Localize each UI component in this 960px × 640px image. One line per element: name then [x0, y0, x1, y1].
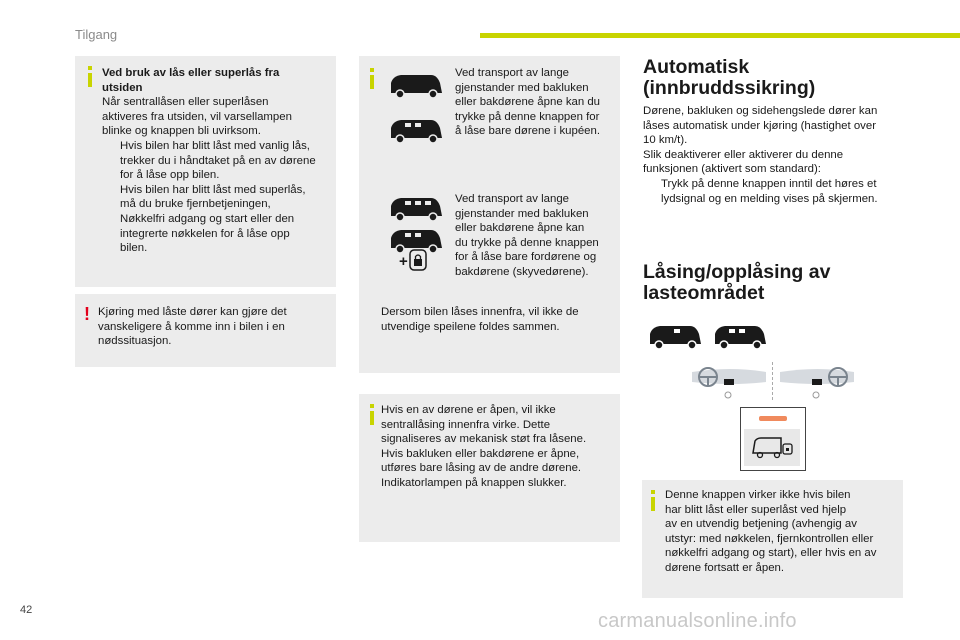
indicator-lamp: [759, 416, 787, 421]
text-line: å låse bare dørene i kupéen.: [455, 125, 601, 138]
section-bar: [480, 33, 960, 38]
warning-panel: [75, 294, 336, 367]
info-title: Ved bruk av lås eller superlås fra: [102, 67, 280, 79]
warning-line: vanskeligere å komme inn i bilen i en: [98, 320, 285, 333]
para-line: Slik deaktiverer eller aktiverer du denne: [643, 148, 844, 161]
info-line: har blitt låst eller superlåst ved hjelp: [665, 503, 847, 516]
lock-icon: [409, 249, 427, 271]
heading-load-area: Låsing/opplåsing av: [643, 261, 831, 283]
info-line: av en utvendig betjening (avhengig av: [665, 518, 857, 531]
van-icon: [387, 116, 445, 146]
steering-wheel-icon: [690, 366, 768, 400]
bullet-normal-lock: Hvis bilen har blitt låst med vanlig lås, trekker du i håndtaket på en av dørene for å låse opp bilen.: [120, 139, 316, 182]
van-lock-icon: [751, 435, 795, 461]
para-line: funksjonen (aktivert som standard):: [643, 163, 821, 176]
heading-automatic-2: (innbruddssikring): [643, 77, 816, 99]
mirror-note: Dersom bilen låses innenfra, vil ikke de: [381, 306, 579, 318]
info-line: sentrallåsing innenfra virke. Dette: [381, 418, 551, 431]
info-panel-internal-lock: [359, 56, 620, 373]
info-icon: [648, 490, 662, 511]
text-line: gjenstander med bakluken: [455, 81, 589, 94]
van-icon: [387, 194, 445, 224]
text-line: trykke på denne knappen for: [455, 110, 600, 123]
heading-automatic: Automatisk: [643, 56, 750, 78]
info-line: dørene fortsatt er åpen.: [665, 561, 785, 574]
van-icon: [387, 71, 445, 101]
para-line: 10 km/t).: [643, 134, 688, 147]
plus-sign: +: [399, 253, 408, 270]
info-line: Hvis bakluken eller bakdørene er åpne,: [381, 447, 580, 460]
para-line: låses automatisk under kjøring (hastighet over: [643, 119, 876, 132]
text-line: du trykke på denne knappen: [455, 236, 599, 249]
info-line: Indikatorlampen på knappen slukker.: [381, 476, 567, 489]
divider: [772, 362, 773, 400]
info-line: Når sentrallåsen eller superlåsen: [102, 96, 269, 109]
warning-line: Kjøring med låste dører kan gjøre det: [98, 306, 287, 318]
text-line: eller bakdørene åpne kan: [455, 222, 585, 235]
page-number: 42: [20, 604, 33, 616]
steering-wheel-icon: [778, 366, 856, 400]
info-icon: [367, 404, 381, 425]
mirror-note: utvendige speilene foldes sammen.: [381, 320, 560, 333]
text-line: eller bakdørene åpne kan du: [455, 96, 601, 109]
info-line: utføres bare låsing av de andre dørene.: [381, 462, 582, 475]
bullet-deadlock: Hvis bilen har blitt låst med superlås, må du bruke fjernbetjeningen, Nøkkelfri adgang og start eller den integrerte nøkkelen for å låse opp bilen.: [120, 183, 306, 255]
info-panel-load-area: [642, 480, 903, 598]
warning-line: nødssituasjon.: [98, 335, 172, 348]
info-icon: [367, 68, 381, 89]
info-line: nøkkelfri adgang og start), eller hvis en av: [665, 547, 877, 560]
info-line: utstyr: med nøkkelen, fjernkontrollen eller: [665, 532, 874, 545]
text-line: Ved transport av lange: [455, 193, 569, 205]
warning-icon: !: [84, 304, 90, 324]
heading-load-area-2: lasteområdet: [643, 282, 765, 304]
text-line: gjenstander med bakluken: [455, 207, 589, 220]
para-line: Dørene, bakluken og sidehengslede dører kan: [643, 105, 878, 117]
info-line: aktiveres fra utsiden, vil varsellampen: [102, 110, 292, 123]
info-line: signaliseres av mekanisk støt fra låsene.: [381, 433, 587, 446]
info-line: Denne knappen virker ikke hvis bilen: [665, 489, 851, 501]
van-icon: [710, 322, 770, 352]
text-line: Ved transport av lange: [455, 67, 569, 79]
info-title-2: utsiden: [102, 81, 143, 94]
info-line: Hvis en av dørene er åpen, vil ikke: [381, 404, 556, 416]
text-line: for å låse bare fordørene og: [455, 251, 597, 264]
watermark: carmanualsonline.info: [598, 610, 797, 632]
info-panel-outside-lock: [75, 56, 336, 287]
bullet-press-button: Trykk på denne knappen inntil det høres et lydsignal og en melding vises på skjermen.: [661, 177, 878, 205]
info-icon: [85, 66, 99, 87]
load-area-lock-button: [740, 407, 806, 471]
section-label: Tilgang: [75, 27, 118, 42]
info-panel-door-open: [359, 394, 620, 542]
text-line: bakdørene (skyvedørene).: [455, 265, 589, 278]
info-line: blinke og knappen bli uvirksom.: [102, 125, 261, 138]
van-icon: [645, 322, 705, 352]
